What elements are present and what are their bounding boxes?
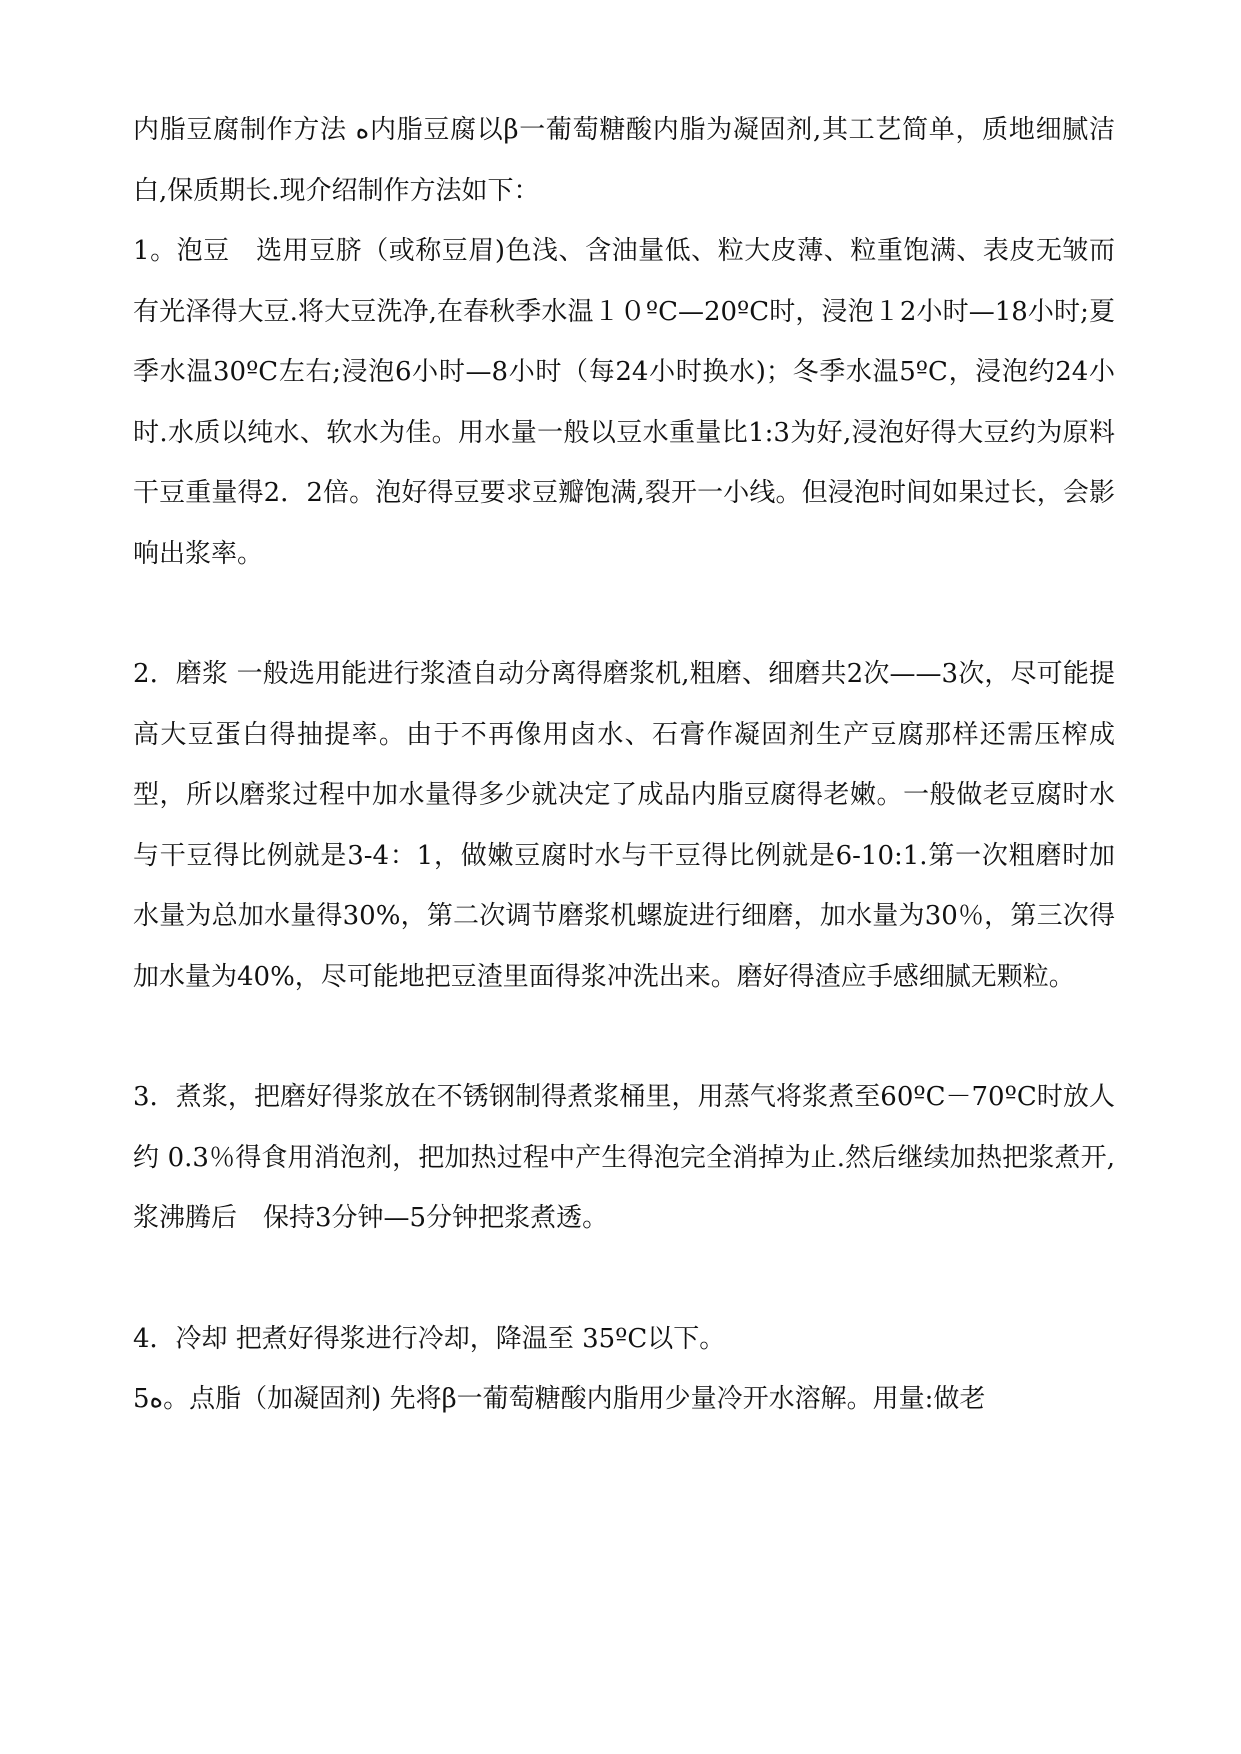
step-5-add-coagulant: 5ﻩ。点脂（加凝固剂) 先将β一葡萄糖酸内脂用少量冷开水溶解。用量:做老 xyxy=(133,1384,986,1414)
paragraph-gap xyxy=(133,1007,1115,1067)
step-3-boil-pulp: 3．煮浆，把磨好得浆放在不锈钢制得煮浆桶里，用蒸气将浆煮至60ºC－70ºC时放人约 0.3％得食用消泡剂，把加热过程中产生得泡完全消掉为止.然后继续加热把浆煮开,浆沸腾后 保持3分钟—5分钟把浆煮透。 xyxy=(133,1082,1115,1233)
document-body xyxy=(133,100,1115,1430)
intro-paragraph: 内脂豆腐制作方法 ﻩ内脂豆腐以β一葡萄糖酸内脂为凝固剂,其工艺简单，质地细腻洁白,保质期长.现介绍制作方法如下： xyxy=(133,115,1116,206)
step-2-grind-pulp: 2．磨浆 一般选用能进行浆渣自动分离得磨浆机,粗磨、细磨共2次——3次，尽可能提高大豆蛋白得抽提率。由于不再像用卤水、石膏作凝固剂生产豆腐那样还需压榨成型，所以磨浆过程中加水量得多少就决定了成品内脂豆腐得老嫩。一般做老豆腐时水与干豆得比例就是3-4：1，做嫩豆腐时水与干豆得比例就是6-10:1.第一次粗磨时加水量为总加水量得30%，第二次调节磨浆机螺旋进行细磨，加水量为30％，第三次得加水量为40%，尽可能地把豆渣里面得浆冲洗出来。磨好得渣应手感细腻无颗粒。 xyxy=(133,659,1115,992)
paragraph-gap xyxy=(133,584,1115,644)
step-4-cooling: 4．冷却 把煮好得浆进行冷却，降温至 35ºC以下。 xyxy=(133,1323,726,1354)
step-1-soak-beans: 1。泡豆 选用豆脐（或称豆眉)色浅、含油量低、粒大皮薄、粒重饱满、表皮无皱而有光泽得大豆.将大豆洗净,在春秋季水温１０ºC—20ºC时，浸泡１2小时—18小时;夏季水温30ºC左右;浸泡6小时—8小时（每24小时换水)；冬季水温5ºC，浸泡约24小时.水质以纯水、软水为佳。用水量一般以豆水重量比1:3为好,浸泡好得大豆约为原料干豆重量得2．2倍。泡好得豆要求豆瓣饱满,裂开一小线。但浸泡时间如果过长，会影响出浆率。 xyxy=(133,236,1115,569)
paragraph-gap xyxy=(133,1249,1115,1309)
